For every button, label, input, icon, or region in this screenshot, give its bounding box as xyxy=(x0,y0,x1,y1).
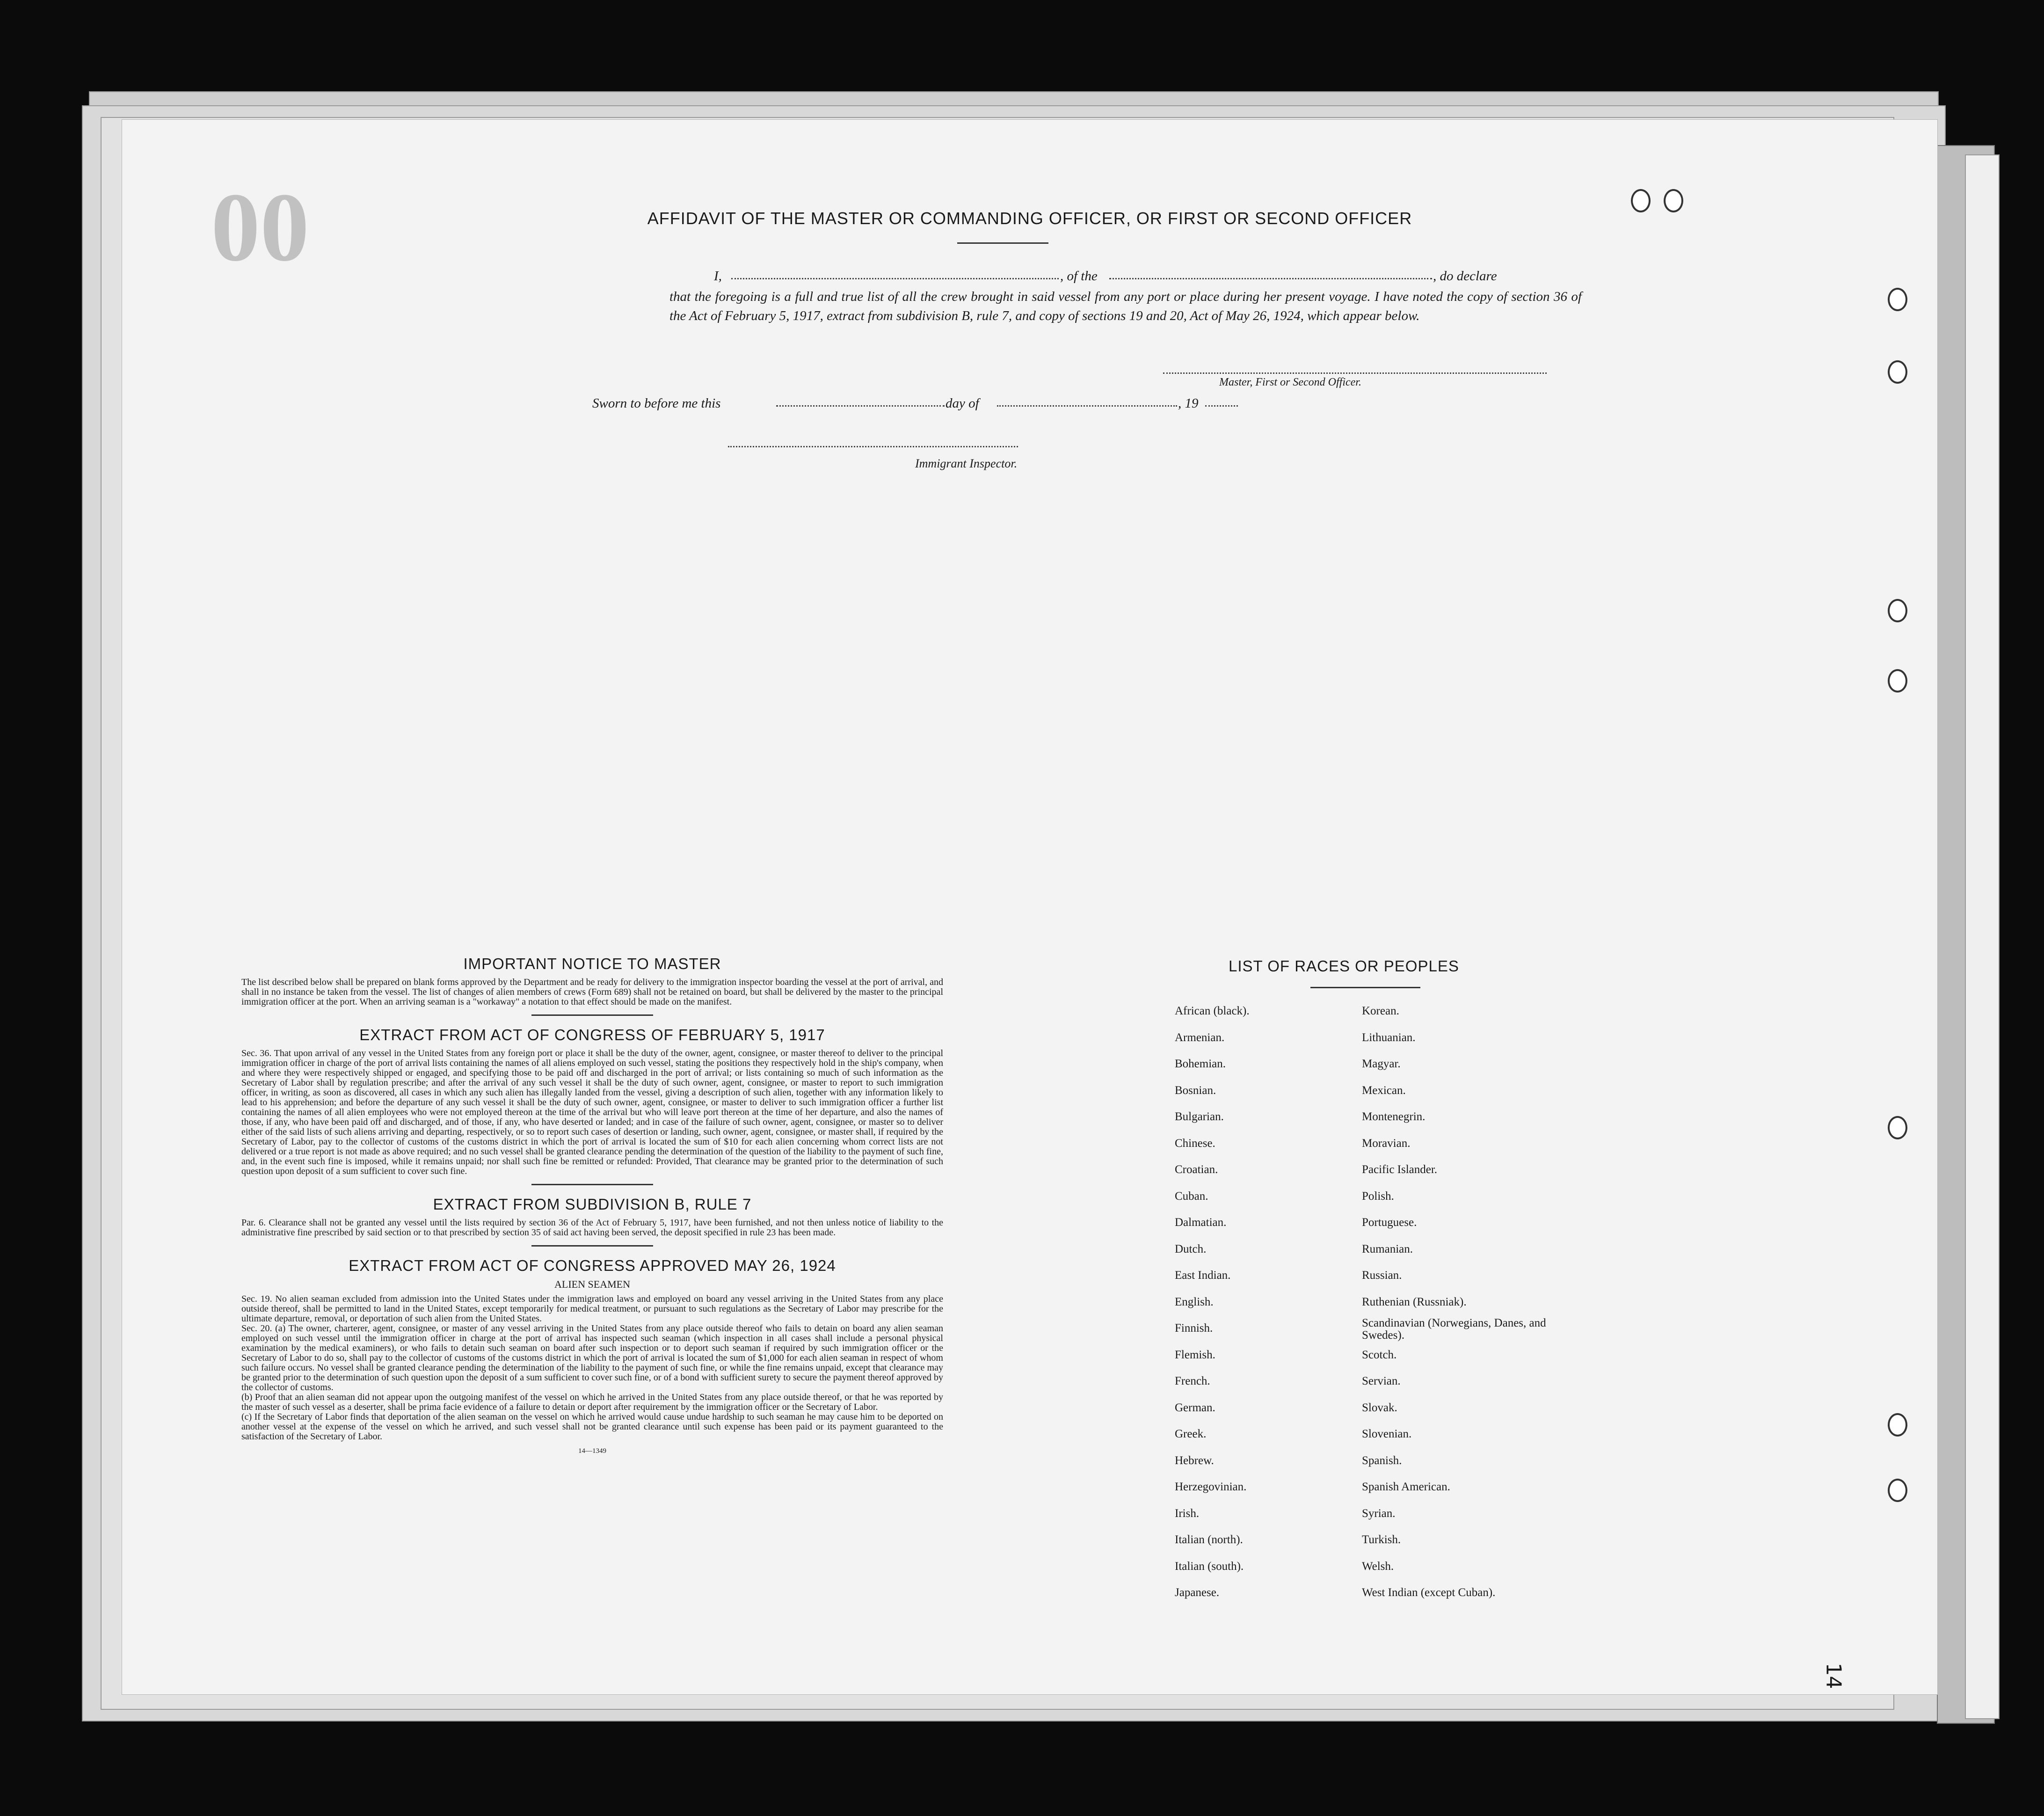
race-item: Slovenian. xyxy=(1362,1428,1412,1440)
race-item: West Indian (except Cuban). xyxy=(1362,1586,1496,1599)
race-item: Magyar. xyxy=(1362,1058,1401,1070)
extract-rule7-text: Par. 6. Clearance shall not be granted any vessel until the lists required by section 36 of the Act of February 5, 1917, have been furnished, and not then unless notice of liability to the administrative fine prescribed by said section or to that prescribed by section 35 of said act having been served, the deposit specified in rule 23 has been made. xyxy=(241,1218,943,1238)
race-item: Spanish American. xyxy=(1362,1481,1450,1493)
form-number: 14—1349 xyxy=(578,1447,606,1455)
year-blank[interactable] xyxy=(1205,405,1238,407)
master-signature-label: Master, First or Second Officer. xyxy=(1219,376,1361,388)
race-item: Scotch. xyxy=(1362,1348,1397,1361)
sworn-prefix: Sworn to before me this xyxy=(592,396,721,411)
master-signature-line[interactable] xyxy=(1163,372,1547,374)
affidavit-title: AFFIDAVIT OF THE MASTER OR COMMANDING OFFICER, OR FIRST OR SECOND OFFICER xyxy=(647,209,1412,228)
race-item: Welsh. xyxy=(1362,1560,1394,1573)
section-divider xyxy=(531,1014,653,1016)
binder-hole xyxy=(1888,599,1907,622)
inspector-label: Immigrant Inspector. xyxy=(915,457,1018,470)
declaration-do-declare: , do declare xyxy=(1433,269,1497,284)
race-item: Bulgarian. xyxy=(1175,1110,1224,1123)
section-divider xyxy=(531,1245,653,1247)
month-blank[interactable] xyxy=(997,405,1177,407)
sec20c-text: (c) If the Secretary of Labor finds that deportation of the alien seaman on the vessel on which he arrived would cause undue hardship to such seaman he may cause him to be deported on another vessel at the expense of the vessel on which he arrived, and such vessel shall not be granted clearance until such expense has been paid or its payment guaranteed to the satisfaction of the Secretary of Labor. xyxy=(241,1412,943,1442)
races-left-column xyxy=(1175,998,1329,1606)
sworn-year: , 19 xyxy=(1178,396,1199,411)
declaration-i: I, xyxy=(714,269,722,284)
extract-rule7-title: EXTRACT FROM SUBDIVISION B, RULE 7 xyxy=(433,1196,752,1213)
sec19-text: Sec. 19. No alien seaman excluded from admission into the United States under the immigration laws and employed on board any vessel arriving in the United States from any place outside thereof, shall be permitted to land in the United States, except temporarily for medical treatment, or pursuant to such regulations as the Secretary of Labor may prescribe for the ultimate departure, removal, or deportation of such alien from the United States. xyxy=(241,1294,943,1324)
race-item: Finnish. xyxy=(1175,1322,1213,1335)
races-title-underline xyxy=(1310,987,1420,988)
race-item: Syrian. xyxy=(1362,1507,1396,1520)
race-item: Moravian. xyxy=(1362,1137,1411,1150)
race-item: Ruthenian (Russniak). xyxy=(1362,1295,1467,1308)
underlying-sheet-edge xyxy=(1965,154,2000,1719)
races-title: LIST OF RACES OR PEOPLES xyxy=(1229,957,1459,975)
alien-seamen-subtitle: ALIEN SEAMEN xyxy=(554,1278,630,1290)
race-item: Irish. xyxy=(1175,1507,1200,1520)
vessel-blank[interactable] xyxy=(1109,278,1432,279)
extract-1924-title: EXTRACT FROM ACT OF CONGRESS APPROVED MAY 26, 1924 xyxy=(349,1257,836,1274)
sec20a-text: Sec. 20. (a) The owner, charterer, agent, consignee, or master of any vessel arriving in the United States from any place outside thereof who fails to detain on board any alien seaman employed on such vessel until the immigration officer in charge at the port of arrival has inspected such seaman (which inspection in all cases shall include a personal physical examination by the medical examiners), or who fails to detain such seaman on board after such inspection or to deport such seaman if required by such immigration officer or the Secretary of Labor to do so, shall pay to the collector of customs of the customs district in which the port of arrival is located the sum of $1,000 for each alien seaman in respect of whom such failure occurs. No vessel shall be granted clearance pending the determination of the liability to the payment of such fine, or while the fine remains unpaid, except that clearance may be granted prior to the determination of such question upon the deposit of a sum sufficient to cover such fine, or of a bond with sufficient surety to secure the payment thereof approved by the collector of customs. xyxy=(241,1323,943,1393)
page-number: 14 xyxy=(1821,1663,1846,1689)
race-item: Greek. xyxy=(1175,1428,1207,1440)
races-right-column xyxy=(1362,998,1558,1606)
sec20b-text: (b) Proof that an alien seaman did not appear upon the outgoing manifest of the vessel on which he arrived in the United States from any place outside thereof, or that he was reported by the master of such vessel as a deserter, shall be prima facie evidence of a failure to detain or deport after requirement by the immigration officer or the Secretary of Labor. xyxy=(241,1392,943,1412)
race-item: Servian. xyxy=(1362,1375,1401,1387)
race-item: African (black). xyxy=(1175,1005,1250,1017)
declaration-statement: that the foregoing is a full and true list of all the crew brought in said vessel from any port or place during her present voyage. I have noted the copy of section 36 of the Act of February 5, 1917, extract from subdivision B, rule 7, and copy of sections 19 and 20, Act of May 26, 1924, which appear below. xyxy=(669,289,1582,323)
race-item: Dalmatian. xyxy=(1175,1216,1227,1229)
race-item: Portuguese. xyxy=(1362,1216,1417,1229)
race-item: Montenegrin. xyxy=(1362,1110,1426,1123)
race-item: Italian (south). xyxy=(1175,1560,1244,1573)
race-item: English. xyxy=(1175,1295,1214,1308)
binder-hole xyxy=(1888,1479,1907,1502)
race-item: German. xyxy=(1175,1401,1215,1414)
race-item: Mexican. xyxy=(1362,1084,1406,1097)
inspector-signature-line[interactable] xyxy=(728,446,1018,447)
race-item: Chinese. xyxy=(1175,1137,1215,1150)
binder-hole xyxy=(1888,1413,1907,1437)
race-item: Herzegovinian. xyxy=(1175,1481,1247,1493)
race-item: Flemish. xyxy=(1175,1348,1215,1361)
race-item: Korean. xyxy=(1362,1005,1399,1017)
race-item: Turkish. xyxy=(1362,1533,1401,1546)
race-item: Spanish. xyxy=(1362,1454,1402,1467)
race-item: Rumanian. xyxy=(1362,1242,1413,1255)
race-item: Pacific Islander. xyxy=(1362,1163,1438,1176)
race-item: East Indian. xyxy=(1175,1269,1231,1282)
day-blank[interactable] xyxy=(776,405,945,407)
title-underline xyxy=(957,242,1048,244)
race-item: Dutch. xyxy=(1175,1242,1207,1255)
affidavit-sheet xyxy=(122,119,1938,1695)
race-item: Hebrew. xyxy=(1175,1454,1214,1467)
race-item: Slovak. xyxy=(1362,1401,1397,1414)
notice-title: IMPORTANT NOTICE TO MASTER xyxy=(463,955,721,972)
race-item: Scandinavian (Norwegians, Danes, and Swedes). xyxy=(1362,1317,1546,1342)
binder-hole xyxy=(1888,360,1907,384)
sworn-line xyxy=(592,396,1388,419)
name-blank[interactable] xyxy=(731,278,1059,279)
race-item: Lithuanian. xyxy=(1362,1031,1416,1044)
race-item: Italian (north). xyxy=(1175,1533,1243,1546)
binder-hole xyxy=(1888,288,1907,311)
race-item: Bosnian. xyxy=(1175,1084,1216,1097)
race-item: Armenian. xyxy=(1175,1031,1225,1044)
binder-hole xyxy=(1888,1116,1907,1139)
extract-1917-text: Sec. 36. That upon arrival of any vessel in the United States from any foreign port or place it shall be the duty of the owner, agent, consignee, or master thereof to deliver to the principal immigration officer in charge of the port of arrival lists containing the names of all aliens employed on such vessel, stating the positions they respectively hold in the ship's company, when and where they were respectively shipped or engaged, and specifying those to be paid off and discharged in the port of arrival; or lists containing so much of such information as the Secretary of Labor shall by regulation prescribe; and after the arrival of any such vessel it shall be the duty of such owner, agent, consignee, or master to report to such immigration officer, in writing, as soon as discovered, all cases in which any such alien has illegally landed from the vessel, giving a description of such alien, together with any information likely to lead to his apprehension; and before the departure of any such vessel it shall be the duty of such owner, agent, consignee, or master to deliver to such immigration officer a further list containing the names of all alien employees who were not employed thereon at the time of the arrival but who will leave port thereon at the time of her departure, and also the names of those, if any, who have been paid off and discharged, and of those, if any, who have deserted or landed; and in case of the failure of such owner, agent, consignee, or master so to deliver either of the said lists of such aliens arriving and departing, respectively, or so to report such cases of desertion or landing, such owner, agent, consignee, or master shall, if required by the Secretary of Labor, pay to the collector of customs of the customs district in which the port of arrival is located the sum of $10 for each alien concerning whom correct lists are not delivered or a true report is not made as above required; and no such vessel shall be granted clearance pending the determination of the question of the liability to the payment of such fine, and, in the event such fine is imposed, while it remains unpaid; nor shall such fine be remitted or refunded: Provided, That clearance may be granted prior to the determination of such question upon deposit of a sum sufficient to cover such fine. xyxy=(241,1048,943,1176)
race-item: French. xyxy=(1175,1375,1210,1387)
race-item: Cuban. xyxy=(1175,1189,1208,1203)
race-item: Japanese. xyxy=(1175,1586,1220,1599)
legal-extracts xyxy=(241,955,943,1455)
sworn-day-of: day of xyxy=(946,396,979,411)
race-item: Bohemian. xyxy=(1175,1058,1226,1070)
bleed-through-mark: 00 xyxy=(211,173,309,282)
race-item: Polish. xyxy=(1362,1189,1394,1203)
section-divider xyxy=(531,1184,653,1185)
binder-hole xyxy=(1888,669,1907,693)
race-item: Croatian. xyxy=(1175,1163,1218,1176)
notice-text: The list described below shall be prepared on blank forms approved by the Department and be ready for delivery to the immigration inspector boarding the vessel at the port of arrival, and shall in no instance be taken from the vessel. The list of changes of alien members of crews (Form 689) shall not be retained on board, but shall be delivered by the master to the principal immigration officer at the port. When an arriving seaman is a "workaway" a notation to that effect should be made on the manifest. xyxy=(241,977,943,1007)
extract-1917-title: EXTRACT FROM ACT OF CONGRESS OF FEBRUARY 5, 1917 xyxy=(359,1026,825,1043)
race-item: Russian. xyxy=(1362,1269,1402,1282)
declaration-of-the: , of the xyxy=(1060,269,1098,284)
